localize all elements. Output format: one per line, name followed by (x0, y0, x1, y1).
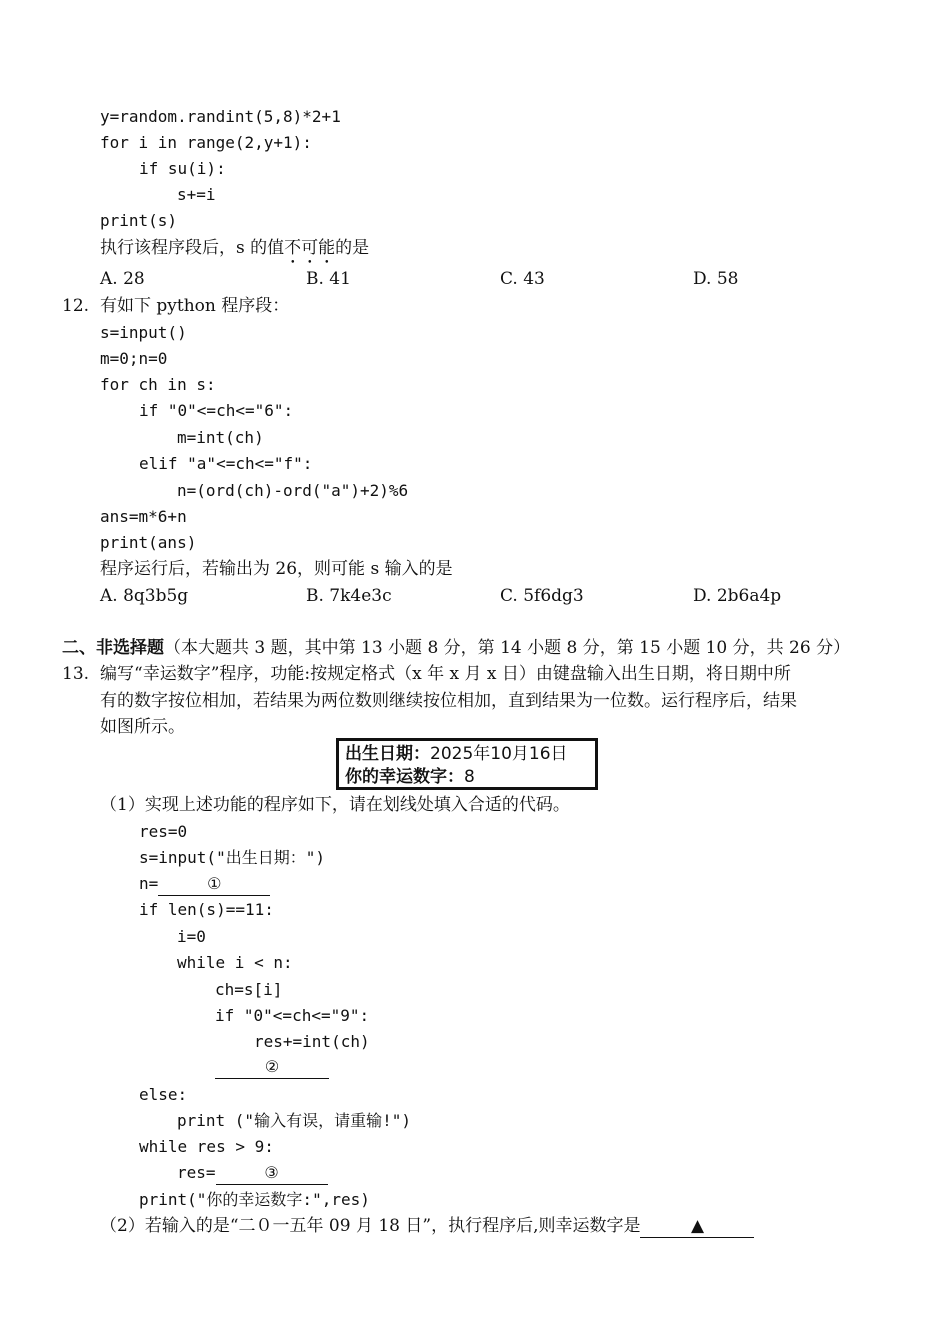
q13-desc-line-3: 如图所示。 (100, 717, 185, 737)
answer-blank-4: ▲ (640, 1215, 754, 1238)
q12-code-line-1: s=input() (100, 323, 187, 342)
q13-number: 13. (62, 664, 90, 684)
q12-option-b: B. 7k4e3c (306, 586, 392, 606)
q11-question-prefix: 执行该程序段后，s 的值 (100, 238, 285, 258)
result-line-lucky (345, 766, 475, 788)
q11-code-line-1: y=random.randint(5,8)*2+1 (100, 107, 341, 126)
q12-option-a: A. 8q3b5g (100, 586, 189, 606)
q12-code-line-8: ans=m*6+n (100, 507, 187, 526)
q11-code-line-5: print(s) (100, 211, 178, 230)
section2-note: （本大题共 3 题，其中第 13 小题 8 分，第 14 小题 8 分，第 15 小题 10 分，共 26 分） (164, 638, 851, 658)
q11-code-line-2: for i in range(2,y+1): (100, 133, 312, 152)
q12-code-line-4: if "0"<=ch<="6": (139, 401, 294, 420)
q13-code-line-13 (177, 1162, 328, 1185)
q13-code-line-3 (139, 873, 270, 896)
q13-desc-line-2: 有的数字按位相加，若结果为两位数则继续按位相加，直到结果为一位数。运行程序后，结果 (100, 691, 797, 711)
q12-code-line-6: elif "a"<=ch<="f": (139, 454, 313, 473)
q12-code-line-2: m=0;n=0 (100, 349, 168, 368)
q11-code-line-4: s+=i (177, 185, 216, 204)
q13-code-line-1: res=0 (139, 822, 188, 841)
lucky-number-result-box (336, 738, 598, 790)
q11-question-emphasis: 不可能 (284, 238, 336, 258)
birthdate-value: 2025年10月16日 (430, 744, 568, 764)
q11-option-b: B. 41 (306, 269, 351, 289)
q13-code-line-4: if len(s)==11: (139, 900, 274, 919)
q13-desc-line-1: 编写“幸运数字”程序，功能:按规定格式（x 年 x 月 x 日）由键盘输入出生日期，将日期中所 (100, 664, 791, 684)
blank-3: ③ (216, 1162, 328, 1185)
q13-code-line-9: res+=int(ch) (254, 1032, 370, 1051)
q13-code-line-7: ch=s[i] (215, 980, 283, 999)
q12-code-line-7: n=(ord(ch)-ord("a")+2)%6 (177, 481, 409, 500)
q11-question (100, 237, 369, 268)
q12-code-line-5: m=int(ch) (177, 428, 264, 447)
q13-code-line-6: while i < n: (177, 953, 293, 972)
q11-option-d: D. 58 (693, 269, 739, 289)
q12-code-line-3: for ch in s: (100, 375, 216, 394)
q11-code-line-3: if su(i): (139, 159, 226, 178)
section2-heading: 二、非选择题 (62, 638, 164, 658)
q13-code-line-8: if "0"<=ch<="9": (215, 1006, 370, 1025)
q13-code-line-5: i=0 (177, 927, 206, 946)
q13-part1-intro: （1）实现上述功能的程序如下，请在划线处填入合适的代码。 (100, 795, 570, 815)
lucky-number-label: 你的幸运数字： (345, 767, 464, 787)
section2-heading-line (62, 637, 850, 659)
q11-question-suffix: 的是 (335, 238, 370, 258)
result-line-birthdate (345, 743, 568, 765)
q11-option-c: C. 43 (500, 269, 545, 289)
q13-code-line-blank2 (215, 1056, 329, 1079)
q13-code-res-assign: res= (177, 1163, 216, 1182)
blank-1: ① (158, 873, 270, 896)
q12-option-c: C. 5f6dg3 (500, 586, 584, 606)
blank-2: ② (215, 1056, 329, 1079)
q13-code-line-14: print("你的幸运数字:",res) (139, 1190, 370, 1209)
q12-title: 有如下 python 程序段： (100, 296, 290, 316)
q12-number: 12. (62, 296, 90, 316)
q13-code-line-2: s=input("出生日期：") (139, 848, 325, 867)
q13-part2-text: （2）若输入的是“二０一五年 09 月 18 日”，执行程序后,则幸运数字是 (100, 1216, 641, 1236)
q13-code-line-12: while res > 9: (139, 1137, 274, 1156)
q13-code-line-11: print ("输入有误，请重输!") (177, 1111, 411, 1130)
q13-code-n-assign: n= (139, 874, 159, 893)
birthdate-label: 出生日期： (345, 744, 430, 764)
q11-option-a: A. 28 (100, 269, 145, 289)
q12-code-line-9: print(ans) (100, 533, 197, 552)
q12-option-d: D. 2b6a4p (693, 586, 782, 606)
q12-question: 程序运行后，若输出为 26，则可能 s 输入的是 (100, 559, 453, 579)
q13-code-line-10: else: (139, 1085, 188, 1104)
lucky-number-value: 8 (464, 767, 475, 787)
q13-part2 (100, 1215, 754, 1238)
